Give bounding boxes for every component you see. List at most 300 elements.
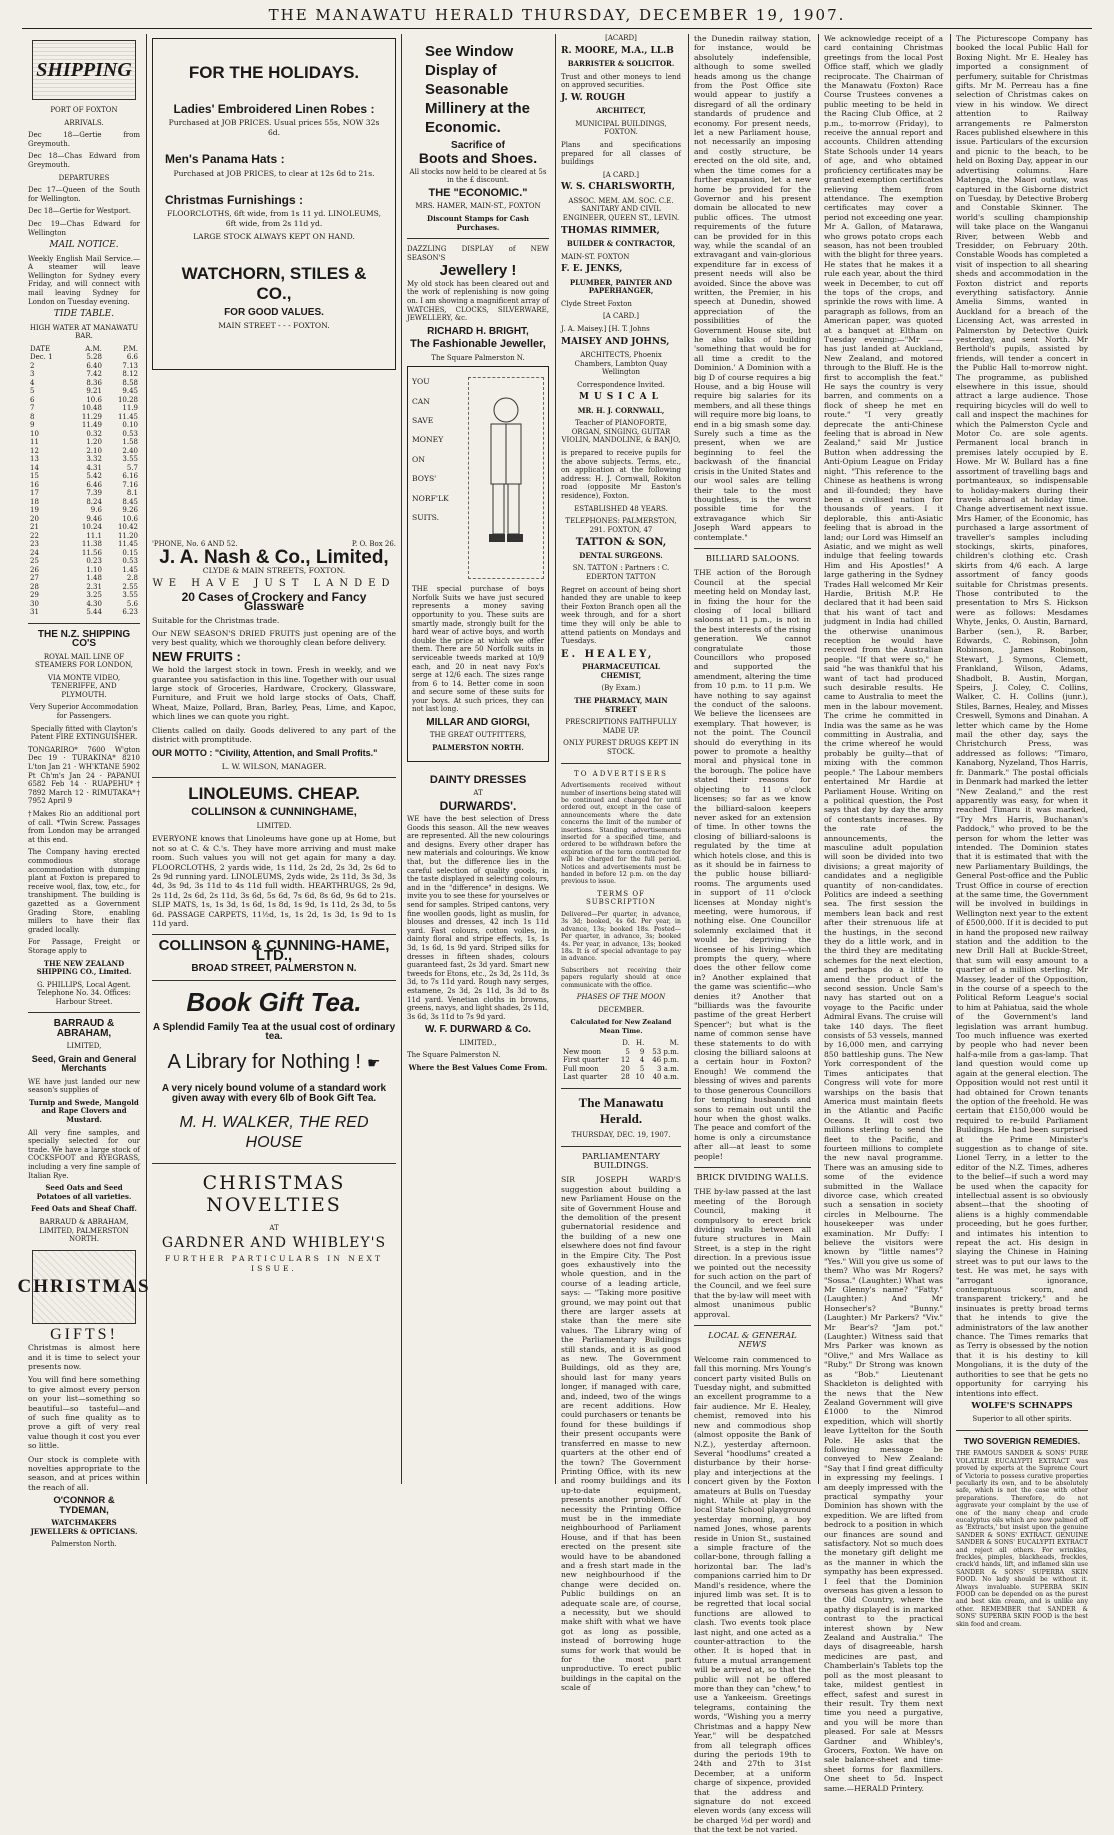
tide-cell: 0.10: [122, 421, 138, 430]
hats-text: Purchased at JOB PRICES, to clear at 12s 6d to 21s.: [173, 168, 375, 178]
discount-stamps: Discount Stamps for Cash Purchases.: [427, 214, 529, 232]
you-can-list: [412, 371, 464, 585]
tide-cell: 6.6: [126, 353, 138, 362]
shipping-logo: SHIPPING: [32, 40, 136, 100]
tide-cell: 17: [30, 489, 39, 498]
divider: [561, 1146, 681, 1147]
tide-cell: 10: [30, 429, 39, 438]
furnish-text: FLOORCLOTHS, 6ft wide, from 1s 11 yd. LINOLEUMS, 6ft wide, from 2s 11d yd.: [166, 209, 382, 228]
subscription-text: Delivered—Per quarter, in advance, 3s 3d; booked, 4s 6d. Per year, in advance, 13s; booked 18s. Posted—Per quarter, in advance, 3s; booked 4s. Per year, in advance, 13s; booked 18s. It is of special advantage to pay in advance.: [561, 910, 681, 963]
tide-cell: 1.58: [122, 438, 138, 447]
fashionable-jeweller: The Fashionable Jeweller,: [410, 338, 546, 351]
you-can-word: NORF'LK: [412, 493, 449, 503]
tide-cell: 5: [30, 387, 35, 396]
new-fruits-heading: NEW FRUITS :: [152, 648, 241, 664]
moon-header: M.: [669, 1039, 679, 1048]
parliament-title: PARLIAMENTARY BUILDINGS.: [581, 1151, 661, 1171]
tide-cell: 10.6: [122, 514, 138, 523]
tide-cell: 1.45: [122, 565, 138, 574]
tide-table: [28, 345, 140, 617]
durwards-heading: DURWARDS'.: [439, 798, 517, 813]
departure-item: Dec 19—Chas Edward for Wellington: [28, 219, 140, 237]
tide-cell: Dec. 1: [30, 353, 53, 362]
tide-cell: 9.6: [90, 506, 102, 515]
barraud-title: BARRAUD & ABRAHAM,: [53, 1018, 115, 1039]
tide-cell: 12: [30, 446, 39, 455]
tide-cell: 7.42: [86, 370, 102, 379]
nz-shipping-notes: †Makes Rio an additional port of call. *Twin Screw. Passages from London may be arranged at this end.: [28, 810, 140, 844]
billiard-text: THE action of the Borough Council at the special meeting held on Monday last, in fixing the hour for the closing of local billiard saloons at 11 p.m., is not in the best interests of the rising generation. We cannot congratulate those Councillors who proposed and supported the amendment, altering the time from 10 p.m. to 11 p.m. We have nothing to say against the conduct of the saloons. We believe the licensees are exemplary. That however, is not the point. The Council should do everything in its power to promote a healthy moral and physical tone in the borough. The police have stated their reasons for objecting to 11 o'clock licenses; so far as we know the billiard-saloon keepers never asked for an extension of time. In other towns the closing of billiard-saloons is regulated by the time at which hotels close, and this is as it should be in fairness to the public house billiard-rooms. The arguments used in support of 11 o'clock licenses at Monday night's meeting, were humorous, if nothing else. One Councillor solemnly exclaimed that it would be depriving the licensee of his living—which prompts the query, where does the other fellow come in? Another explained that the game was scientific—who denies it? Another that "billiards was the favourite pastime of the great Herbert Spencer"; but what is the name of common sense have these statements to do with closing the billiard saloons at a certain hour in Foxton? Enough! We commend the blessing of wives and parents to those generous Councillors for tempting husbands and sons to remain out until the hour when the ghost walks. The peace and comfort of the home is only a circumstance after all—at least to some people!: [694, 568, 811, 1161]
billiard-title: BILLIARD SALOONS.: [705, 553, 800, 564]
tide-cell: 7.13: [122, 361, 138, 370]
dazzling-display: DAZZLING DISPLAY of NEW SEASON'S: [407, 245, 549, 262]
tatton-name: TATTON & SON,: [575, 537, 667, 549]
barraud-items: Turnip and Swede, Mangold and Rape Clovers and Mustard.: [29, 1097, 139, 1125]
tide-cell: 6.16: [122, 472, 138, 481]
tide-cell: 21: [30, 523, 39, 532]
parliament-text: SIR JOSEPH WARD'S suggestion about building a new Parliament House on the site of Government House and the demolition of the present gubernatorial residence and the building of a new one elsewhere does not find favour in the Empire City. The Post goes exhaustively into the whole question, and in the course of a leading article, says: — "Taking more positive ground, we may point out that there are larger assets at stake than the mere site values. The Library wing of the Parliamentary Buildings still stands, and it is as good as new. The Government Buildings, old as they are, should last for many years longer, if managed with care, and, indeed, two of the wings are recent additions. How could purchasers or tenants be found for these buildings if their present occupants were transferred en masse to new quarters at the other end of the town? The Government Printing Office, with its new and roomy buildings and its up-to-date equipment, presents another problem. Of necessity the Printing Office must be in the immediate neighbourhood of Parliament House, and if that has been erected on the present site would have to be abandoned and a fresh start made in the new neighbourhood if the change were decided on. Public buildings on an adequate scale are, of course, a necessity, but we should make shift with what we have got as long as possible, instead of borrowing huge sums for work that would be for the most part unproductive. To erect public buildings in the capital on the scale of: [561, 1175, 681, 1693]
dainty-at: AT: [473, 789, 483, 798]
healey-address: THE PHARMACY, MAIN STREET: [574, 695, 668, 714]
tide-cell: 18: [30, 497, 39, 506]
tide-row: [28, 583, 140, 592]
rimmer-subtitle: BUILDER & CONTRACTOR,: [566, 238, 676, 248]
tide-row: [28, 574, 140, 583]
you-can-word: ON: [412, 454, 425, 464]
tide-cell: 4.30: [86, 599, 102, 608]
subscribers-note: Subscribers not receiving their papers regularly should at once communicate with the office.: [561, 966, 681, 989]
tide-cell: 11.1: [86, 531, 102, 540]
tide-cell: 11.9: [122, 404, 138, 413]
tide-subtitle: HIGH WATER AT MANAWATU BAR.: [29, 323, 139, 341]
you-can-word: MONEY: [412, 435, 444, 445]
mail-notice-text: Weekly English Mail Service.—A steamer will leave Wellington for Sydney every Friday, and will connect with mail leaving Sydney for London on Tuesday evening.: [28, 254, 140, 306]
tide-row: [28, 464, 140, 473]
tide-cell: 7.16: [122, 480, 138, 489]
oconnor-title: O'CONNOR & TYDEMAN,: [53, 1495, 115, 1516]
divider: [956, 1430, 1088, 1431]
tide-row: [28, 506, 140, 515]
barraud-text: All very fine samples, and specially selected for our trade. We have a large stock of COCKSFOOT and RYEGRASS, including a very fine sample of Italian Rye.: [28, 1128, 140, 1180]
advertisers-text: Advertisements received without number of insertions being stated will be continued and charged for until ordered out, except in the case of announcements where the date concerns the limit of the number of insertions. Standing advertisements inserted for a specified time, and ordered to be withdrawn before the expiration of the term contracted for will be charged for the full period. Notices and advertisements must be handed in before 12 p.m. on the day previous to issue.: [561, 782, 681, 886]
tide-cell: 0.53: [122, 429, 138, 438]
tide-row: [28, 396, 140, 405]
tide-cell: 8: [30, 412, 35, 421]
barraud-seed: Seed Oats and Seed Potatoes of all varieties.: [36, 1183, 132, 1201]
divider: [694, 1325, 811, 1326]
maisey-text: Correspondence Invited.: [577, 380, 665, 389]
millar-giorgi: MILLAR AND GIORGI,: [426, 717, 530, 729]
economic-title: THE "ECONOMIC.": [428, 187, 528, 199]
tide-cell: 5.7: [126, 463, 138, 472]
barraud-subtitle: Seed, Grain and General Merchants: [31, 1053, 137, 1074]
departures-label: DEPARTURES: [58, 173, 110, 182]
holidays-heading: FOR THE HOLIDAYS.: [188, 63, 360, 82]
tide-cell: 0.53: [122, 557, 138, 566]
new-fruits-text: We hold the largest stock in town. Fresh in weekly, and we guarantee you satisfaction in this line. Together with our usual large stock of Groceries, Hardware, Crockery, Glassware, Furniture, and Fruit we hold large stocks of Oats, Chaff, Wheat, Maize, Pollard, Bran, Barley, Peas, Lime, and Kapoc, which lines we can quote you right.: [152, 665, 396, 722]
tide-row: [28, 353, 140, 362]
moon-cell: 4: [639, 1056, 645, 1065]
nz-shipping-text: The Company having erected commodious storage accommodation with dumping plant at Foxton is prepared to receive wool, flax, tow, etc., for transhipment. The building is gazetted as a Government Grading Store, enabling millers to have their flax graded locally.: [28, 848, 140, 934]
tide-title: TIDE TABLE.: [53, 309, 115, 320]
purest-drugs: ONLY PUREST DRUGS KEPT IN STOCK.: [563, 739, 679, 756]
tide-cell: 11.29: [81, 412, 102, 421]
divider: [694, 548, 811, 549]
arrival-item: Dec 18—Chas Edward from Greymouth.: [28, 152, 140, 169]
barraud-sign: BARRAUD & ABRAHAM, LIMITED, PALMERSTON NORTH.: [39, 1218, 129, 1244]
tide-row: [28, 455, 140, 464]
boots-heading: Boots and Shoes.: [418, 150, 538, 167]
moon-cell: 9: [639, 1047, 645, 1056]
maisey-subtitle: ARCHITECTS, Phoenix Chambers, Lambton Quay Wellington: [574, 350, 668, 377]
tide-cell: 9.45: [122, 387, 138, 396]
moon-cell: 28: [620, 1073, 630, 1082]
tide-row: [28, 515, 140, 524]
tide-cell: 2: [30, 361, 35, 370]
tide-cell: 10.24: [81, 523, 102, 532]
tide-cell: 24: [30, 548, 39, 557]
nash-title: J. A. Nash & Co., Limited,: [159, 546, 389, 568]
tide-row: [28, 413, 140, 422]
great-outfitters: THE GREAT OUTFITTERS,: [429, 731, 527, 740]
tatton-established: ESTABLISHED 48 YEARS.: [574, 504, 668, 513]
bright-name: RICHARD H. BRIGHT,: [427, 325, 529, 337]
remedies-text: THE FAMOUS SANDER & SONS' PURE VOLATILE EUCALYPTI EXTRACT was proved by experts at the Supreme Court of Victoria to possess curative properties peculiarly its own, and to be absolutely safe, which is not the case with other preparations. Therefore, do not aggravate your complaint by the use of one of the many cheap and crude eucalyptus oils which are now palmed off as 'Extracts,' but insist upon the genuine SANDER & SONS' EXTRACT. GENUINE SANDER & SONS' EUCALYPTI EXTRACT and reject all others. For wrinkles, freckles, pimples, blackheads, freckles, crack'd hands, lift, and inflamed skin use SANDER & SONS' SUPERBA SKIN FOOD. No lady should be without it. Always invaluable. SUPERBA SKIN FOOD can be depended on as the purest and best skin cream, and is unlike any other. REMEMBER that SANDER & SONS' SUPERBA SKIN FOOD is the best skin food and cream.: [956, 1450, 1088, 1628]
tide-row: [28, 540, 140, 549]
rimmer-name: THOMAS RIMMER,: [561, 225, 660, 236]
tide-row: [28, 608, 140, 617]
nash-pobox: P. O. Box 26.: [351, 540, 396, 548]
tide-row: [28, 489, 140, 498]
tide-row: [28, 430, 140, 439]
arrivals-label: ARRIVALS.: [64, 118, 104, 127]
lino-heading: LINOLEUMS. CHEAP.: [188, 784, 360, 804]
tide-cell: 3.25: [86, 591, 102, 600]
moon-cell: New moon: [563, 1047, 602, 1056]
gifts-heading: GIFTS!: [50, 1325, 118, 1343]
library-heading: A Library for Nothing !: [167, 1051, 361, 1074]
tide-cell: 3.55: [122, 591, 138, 600]
column-cards-editorial: [557, 34, 685, 1693]
durward-limited: LIMITED.,: [459, 1038, 497, 1047]
barraud-limited: LIMITED,: [66, 1042, 102, 1051]
gifts-text: Our stock is complete with novelties appropriate to the season, and at prices within the reach of all.: [28, 1454, 140, 1492]
tide-cell: 8.1: [126, 489, 138, 498]
collinson-title: COLLINSON & CUNNINGHAME,: [191, 806, 357, 819]
nash-crockery: 20 Cases of Crockery and Fancy Glassware: [181, 589, 367, 614]
tide-row: [28, 591, 140, 600]
sacrifice-text: Sacrifice of: [451, 140, 505, 151]
tide-cell: 9.26: [122, 506, 138, 515]
rough-architect: ARCHITECT,: [596, 106, 646, 116]
oconnor-place: Palmerston North.: [51, 1540, 117, 1549]
moon-cell: 12: [620, 1056, 630, 1065]
column-shipping: [17, 34, 151, 1549]
tide-cell: 2.40: [122, 446, 138, 455]
tide-cell: 29: [30, 591, 39, 600]
tide-cell: 10.6: [86, 395, 102, 404]
tide-row: [28, 557, 140, 566]
rimmer-address: MAIN-ST. FOXTON: [561, 252, 630, 261]
tide-cell: 30: [30, 599, 39, 608]
good-values: FOR GOOD VALUES.: [224, 306, 324, 318]
suits-text: THE special purchase of boys Norfolk Suits we have just secured represents a money saving opportunity to you. These suits are smartly made, strongly built for the hard wear of active boys, and worth double the price at which we offer them. There are 50 Norfolk suits in serviceable tweeds marked at 10/9 each, and 20 in neat navy Fox's serge at 12/6 each. The sizes range from 6 to 14. Better come in soon and secure some of these suits for your boys. At such prices, they can not last long.: [412, 585, 544, 714]
boy-illustration: [468, 377, 544, 579]
tide-cell: 9.46: [86, 514, 102, 523]
collinson-limited: LIMITED.: [256, 821, 292, 830]
tide-row: [28, 523, 140, 532]
tide-cell: 5.6: [126, 599, 138, 608]
you-can-word: SUITS.: [412, 513, 440, 522]
tide-cell: 2.10: [86, 446, 102, 455]
gardner-whibley: GARDNER AND WHIBLEY'S: [161, 1234, 387, 1251]
jenks-name: F. E. JENKS,: [561, 264, 623, 275]
nash-phone: 'PHONE, No. 6 AND 52.: [152, 540, 238, 548]
card-label: [ACARD]: [605, 34, 637, 42]
tide-row: [28, 532, 140, 541]
moon-cell: 5: [639, 1064, 645, 1073]
maisey-names: J. A. Maisey.] [H. T. Johns: [561, 324, 650, 333]
durward-co: W. F. DURWARD & Co.: [425, 1024, 531, 1036]
economic-hamer: MRS. HAMER, MAIN-ST., FOXTON: [415, 202, 541, 211]
brick-title: BRICK DIVIDING WALLS.: [696, 1172, 809, 1183]
tide-cell: 26: [30, 565, 39, 574]
tide-row: [28, 438, 140, 447]
rough-name: J. W. ROUGH: [561, 92, 626, 103]
tide-cell: 9: [30, 421, 35, 430]
masthead-rule: [22, 28, 1092, 29]
broad-street: BROAD STREET, PALMERSTON N.: [191, 963, 357, 975]
wolfe-heading: WOLFE'S SCHNAPPS: [971, 1400, 1073, 1411]
charlsworth-name: W. S. CHARLSWORTH,: [561, 182, 675, 193]
tide-row: [28, 404, 140, 413]
jewellery-text: My old stock has been cleared out and the work of replenishing is now going on. I am showing a magnificent array of WATCHES, CLOCKS, SILVERWARE, JEWELLERY, &c.: [407, 279, 549, 323]
christmas-art: CHRISTMAS: [32, 1250, 136, 1324]
wolfe-subtitle: Superior to all other spirits.: [972, 1415, 1072, 1424]
tide-row: [28, 447, 140, 456]
you-can-word: CAN: [412, 396, 430, 406]
nz-shipping-text: For Passage, Freight or Storage apply to: [28, 938, 140, 955]
parliament-continued: the Dunedin railway station, for instance, would be absolutely indefensible, although to some swelled heads among us the change from the Post Office site would appear to justify a disregard of all the ordinary standards of prudence and economy. For present needs, let a new Parliament house, not necessarily an imposing and costly structure, be erected on the old site, and, when the time comes for a further expansion, let a new home be provided for the Governor and his present domain be allocated to new public offices. The utmost requirements of the future can be provided for in this way, while the scandal of an extravagant and vain-glorious expenditure far in excess of present needs will also be avoided. Since the above was written, the Premier, in his speech at Dunedin, showed appreciation of the possibilities of the Government House site, but he also talks of building 'something that would be for all time a credit to the Dominion.' A Dominion with a big D of course requires a big House, and a big House will require big salaries for its members, and all these things will require more big loans, to end in a big smash some day. Surely such a time as the present, when we are beginning to feel the backwash of the financial crisis in the United States and our wool sales are telling their tale to the most thoughtless, is the worst possible time for the extravagance which Sir Joseph Ward appears to contemplate.": [694, 34, 811, 542]
nz-shipping-text: Specially fitted with Clayton's Patent FIRE EXTINGUISHER.: [30, 724, 138, 742]
tide-cell: 3: [30, 370, 35, 379]
tide-row: [28, 421, 140, 430]
column-news: [820, 34, 947, 1793]
barraud-feed: Feed Oats and Sheaf Chaff.: [31, 1204, 137, 1214]
tide-cell: 10.28: [117, 395, 138, 404]
oconnor-subtitle: WATCHMAKERS JEWELLERS & OPTICIANS.: [30, 1518, 138, 1536]
you-can-word: SAVE: [412, 415, 434, 425]
moon-cell: 10: [635, 1073, 645, 1082]
nz-shipping-ships: TONGARIRO* 7600 W'gton Dec 19 · TURAKINA* 8210 L'ton Jan 21 · WH'KTANE 5902 Pt Ch'm's Jan 24 · PAPANUI 6582 Feb 14 · RUAPEHU*† 7892 March 12 · RIMUTAKA*† 7952 April 9: [28, 745, 140, 806]
tide-cell: 0.15: [122, 548, 138, 557]
tide-cell: 19: [30, 506, 39, 515]
divider: [694, 1167, 811, 1168]
gifts-text: You will find here something to give almost every person on your list—something so beautiful—so tasteful—and of such fine quality as to prove a gift of very real value though it cost you ever so little.: [28, 1375, 140, 1451]
tide-cell: 0.32: [86, 429, 102, 438]
tide-cell: 11.45: [117, 412, 138, 421]
tide-cell: 5.28: [86, 353, 102, 362]
tide-row: [28, 566, 140, 575]
tide-cell: 16: [30, 480, 39, 489]
tide-cell: 28: [30, 582, 39, 591]
watchorn-name: WATCHORN, STILES & CO.,: [181, 263, 367, 303]
moon-month: DECEMBER.: [597, 1005, 645, 1014]
column-rule: [401, 34, 402, 1484]
brick-text: THE by-law passed at the last meeting of the Borough Council, making it compulsory to erect brick dividing walls between all future structures in Main Street, is a step in the right direction. In a previous issue we pointed out the necessity for such action on the part of the Council, and we feel sure that the by-law will meet with almost unanimous public approval.: [694, 1187, 811, 1319]
nz-shipping-agent: THE NEW ZEALAND SHIPPING CO., Limited.: [36, 958, 132, 977]
tide-cell: 11.45: [117, 540, 138, 549]
tide-cell: 11.56: [81, 548, 102, 557]
tide-cell: 1.48: [86, 574, 102, 583]
tide-cell: 15: [30, 472, 39, 481]
local-news-text: Welcome rain commenced to fall this morning. Mrs Young's concert party visited Bulls on Tuesday night, and submitted an excellent programme to a fair audience. Mr E. Healey, chemist, removed into his new and commodious shop (almost opposite the Bank of N.Z.), yesterday afternoon. Several "hoodlums" created a disturbance by their horse-play and interjections at the concert given by the Foxton amateurs at Bulls on Tuesday night. While at play in the local State School playground yesterday morning, a boy named Jones, whose parents reside in Union St., sustained a simple fracture of the collar-bone, through falling a horizontal bar. The lad's companions carried him to Dr Mandl's residence, where the injured limb was set. It is to be regretted that local social functions are allowed to clash. Two events took place last night, and one acted as a counter-attraction to the other. It is hoped that in future a mutual arrangement will be arrived at, so that the public will not be offered more than they can "chew," to use a Yankeeism. Greetings telegrams, containing the words, "Wishing you a merry Christmas and a happy New Year," will be despatched from all telegraph offices during the periods 19th to 24th and 27th to 31st December, at a uniform charge of sixpence, provided that the address and signature do not exceed eleven words (any excess will be charged ½d per word) and that the text be not varied.: [694, 1354, 811, 1835]
tide-cell: 22: [30, 531, 39, 540]
book-gift-tea: Book Gift Tea.: [186, 986, 362, 1017]
gifts-text: Christmas is almost here and it is time to select your presents now.: [28, 1343, 140, 1371]
column-rule: [146, 34, 147, 1484]
moon-header-row: [561, 1039, 681, 1048]
tide-row: [28, 600, 140, 609]
divider: [28, 1012, 140, 1013]
boy-figure-icon: [471, 388, 541, 568]
healey-exam: (By Exam.): [601, 684, 641, 693]
tide-cell: 8.24: [86, 497, 102, 506]
healey-name: E. HEALEY,: [561, 648, 655, 660]
moon-row: [561, 1056, 681, 1065]
norfolk-suits-ad: [407, 366, 549, 762]
tide-cell: 11.38: [81, 540, 102, 549]
divider: [152, 934, 396, 935]
pointing-hand-icon: ☛: [366, 1053, 381, 1072]
lino-text: EVERYONE knows that Linoleums have gone up at Home, but not so at C. & C.'s. They have more arriving and must make room. Such values you will not get again for many a day. FLOORCLOTHS, 2 yards wide, 1s 11d, 2s 2d, 2s 3d, 2s 6d to 2s 9d running yard. LINOLEUMS, 2yds wide, 2s 11d, 3s 3d, 3s 4d, 3s 9d, 3s 11d to 4s 11d full width. HEARTHRUGS, 2s 9d, 2s 11d, 2s 6d, 2s 11d, 3s 6d, 5s 6d, 7s 6d, 8s 6d, 9s 6d to 21s. SLIP MATS, 1s, 1s 3d, 1s 6d, 1s 8d, 1s 9d, 1s 11d, 2s 3d, to 5s 6d. PASSAGE CARPETS, 11½d, 1s, 1s 2d, 1s 3d, 1s 9d to 1s 11d yard.: [152, 834, 396, 928]
healey-subtitle: PHARMACEUTICAL CHEMIST,: [582, 662, 660, 680]
where-best-values: Where the Best Values Come From.: [408, 1062, 548, 1072]
column-news-right: [952, 34, 1092, 1628]
tide-cell: 9.21: [86, 387, 102, 396]
column-rule: [950, 34, 951, 1484]
moon-cell: 3 a.m.: [657, 1064, 679, 1073]
maisey-name: MAISEY AND JOHNS,: [561, 336, 670, 347]
arrival-item: Dec 18—Gertie from Greymouth.: [28, 131, 140, 148]
tide-cell: 1.20: [86, 438, 102, 447]
divider: [28, 623, 140, 624]
subscription-heading: TERMS OF SUBSCRIPTION: [585, 889, 657, 907]
library-row: [152, 1051, 396, 1074]
durwards-text: WE have the best selection of Dress Goods this season. All the new weaves are represented. All the new colourings and designs. Every other draper has new materials and colourings. We know that, but the difference lies in the careful selection of quality goods, in the taste displayed in selecting colours, and in the "difference" in designs. We invite you to see these for yourselves or send for samples. Striped cantons, very fine woollen goods, light as muslin, for blouses and dresses, 42 inch 1s 11d yard. Fast colours, cotton voiles, in dainty floral and stripe effects, 1s, 1s 3d, 1s 6d, 1s 9d yard. Striped silks for dresses in fifteen shades, colours guaranteed fast, 2s 3d yard. Smart new tweeds for Etons, etc., 2s 3d, 2s 11d, 3s 3d, to 7s 11d yard. Rough navy serges, estamene, 2s 3d, 2s 11d, 3s 3d to 8s 11d yard. Venetian cloths in browns, greens, navys, and light shades, 2s 11d, 3s 6d, 3s 11d to 7s 9d yard.: [407, 815, 550, 1021]
bright-address: The Square Palmerston N.: [431, 353, 525, 362]
tide-cell: 8.45: [122, 497, 138, 506]
tide-cell: 6.40: [86, 361, 102, 370]
column-editorial: [690, 34, 815, 1835]
tide-cell: 25: [30, 557, 39, 566]
tide-cell: 0.23: [86, 557, 102, 566]
moon-header: D.: [622, 1039, 630, 1048]
rough-text: Plans and specifications prepared for all classes of buildings: [561, 140, 681, 167]
nash-address: CLYDE & MAIN STREETS, FOXTON.: [202, 566, 346, 575]
column-ads-middle: [403, 34, 553, 1484]
news-text: We acknowledge receipt of a card containing Christmas greetings from the local Post Office staff, which we gladly reciprocate. The Chairman of the Manawatu (Foxton) Race Course Trustees convenes a public meeting to be held in the Racing Club Office, at 2 p.m., to-morrow (Friday), to receive the annual report and accounts. Children attending State Schools under 14 years of age, and who obtained proficiency certificates may be granted exemption certificates relieving them from attendance. The exemption certificates may cover a period not exceeding one year. Mr A. Gallon, of Matarawa, who grows potato crops each season, has not been troubled with the blight for three years. He states that he makes it a rule each year, about the third week in December, to cut off the tops of the crops, and sprinkle the rows with lime. A paragraph as follows, from an American paper, was quoted at a banquet at Eltham on Tuesday evening:—"Mr —— has just landed at Auckland, New Zealand, and motored through to the Bluff. He is the first to accomplish the feat." He says the country is very barren, and comments on a flock of sheep he met en route." "I very greatly deprecate the anti-Chinese feeling that is abroad in New Zealand," said Mr Justice Button when addressing the Anti-Opium League on Friday night. "This reference to the Chinese as heathens is wrong and ill-founded; they have been a civilised nation for thousands of years. I it deplorable, this anti-Asiatic feeling that is abroad in the land; our Lord was Himself an Asiatic, and we might as well indulge that feeling towards Him and His Apostles!" A large gathering in the Sydney Trades Hall welcomed Mr Keir Hardie, British M.P. He declared that it had been said that his want of tact and judgment in India had chilled the otherwise unanimous reception he would have received from the Australian people. "If that were so," he said "he was thankful that his want of tact had produced such desirable results. He came to Australia to meet the men in the labour movement. The crime he committed in India was the same as he was committing in Australia, and the crime whereof he would probably be guilty—that of mixing with the common people." The Labour members entertained Mr Hardie at Parliament House. Writing on a political question, the Post says that day by day the army of contestants increases. By the rate of the announcements, the masculine adult population will soon be divided into two divisions; a great majority of candidates and a negligible quantity of non-candidates. Politics are indeed a seething sea. The first session the members lean back and rest after their strenuous life at the hustings, in the second they do a little work, and in the third they are meditating schemes for the next election, and perhaps do a little to amend the product of the second session. Uncle Sam's navy has started out on a voyage to the Pacific under Admiral Evans. The cruise will take 140 days. The fleet consists of 53 vessels, manned by 16,000 men, and carrying 850 battleship guns. The New York correspondent of the Times anticipates that Congress will vote for more warships on the basis that America must maintain fleets in the Atlantic and Pacific Oceans. It will cost two millions sterling to send the fleet to the Pacific, and fourteen millions to complete the new naval programme. There was an amusing side to some of the evidence submitted in the Wallace divorce case, which created such a sensation in society circles in Melbourne. The housekeeper was under examination. Mr Duffy: I believe the visitors were known by "little names"? "Yes." Will you give us some of them? Who was Mr Rogers? "Sossa." (Laughter.) What was Mr Glenny's name? "Fatty." (Laughter.) And Mr Honsecher's? "Bunny." (Laughter.) Mr Parkers? "Viv." Mr Bear's? "Jam pot." (Laughter.) Witness said that Mrs Parker was known as "Olive," and Mrs Wallace as "Ruby." Dr Strong was known as "Bob." Lieutenant Shackleton is delighted with the news that the New Zealand Government will give £1000 to the Nimrod expedition, which will shortly leave Lyttelton for the South Pole. He asks that the following message be conveyed to New Zealand: "Say that I find great difficulty in expressing my feelings. I am deeply impressed with the practical sympathy your Dominion has shown with the expedition. We are lifted from bedrock to a position in which our finances are sound and satisfactory. Not so much does the monetary gift delight me as the manner in which the sympathy has been expressed. I feel that the Dominion overseas has given a lesson to the Old Country, where the apathy displayed is in marked contrast to the practical interest shown by New Zealand and Australia." The days of disagreeable, harsh medicines are past, and Chamberlain's Tablets top the poll as the most pleasant to take, mildest gentlest in effect, safest and surest in their result. Try them next time you need a purgative, and you will be more than pleased. For sale at Messrs Gardner and Whibley's, Grocers, Foxton. We have on sale balance-sheet and time-sheet forms for flaxmillers. One sheet to 5d. Inspect same.—HERALD Printery.: [824, 34, 943, 1793]
linen-text: Purchased at JOB PRICES. Usual prices 55s, NOW 32s 6d.: [168, 118, 380, 137]
paper-date: THURSDAY, DEC. 19, 1907.: [571, 1130, 671, 1139]
moon-cell: Full moon: [563, 1064, 599, 1073]
nz-shipping-via: VIA MONTE VIDEO, TENERIFFE, AND PLYMOUTH.: [47, 673, 121, 699]
divider: [152, 777, 396, 778]
millar-place: PALMERSTON NORTH.: [432, 743, 524, 753]
nz-shipping-subtitle: ROYAL MAIL LINE OF STEAMERS FOR LONDON,: [34, 652, 134, 670]
tide-cell: 10.42: [117, 523, 138, 532]
moon-cell: 5: [625, 1047, 630, 1056]
moore-name: R. MOORE, M.A., LL.B: [561, 45, 674, 56]
moon-heading: PHASES OF THE MOON: [576, 993, 666, 1002]
moon-cell: Last quarter: [563, 1073, 608, 1082]
tide-cell: 3.55: [122, 455, 138, 464]
barraud-text: WE have just landed our new season's supplies of: [28, 1077, 140, 1095]
boots-text: All stocks now held to be cleared at 5s in the £ discount.: [409, 167, 547, 185]
tide-row: [28, 472, 140, 481]
cornwall-text: is prepared to receive pupils for the above subjects. Terms, etc., on application at the following address: H. J. Cornwall, Rokiton road (opposite Mr Easton's residence), Foxton.: [561, 449, 681, 501]
durward-place: The Square Palmerston N.: [407, 1051, 501, 1060]
moon-header: [561, 1039, 617, 1048]
nz-shipping-text: Very Superior Accommodation for Passengers.: [29, 703, 139, 721]
advertisers-heading: TO ADVERTISERS: [574, 769, 668, 778]
column-rule: [818, 34, 819, 1484]
column-rule: [688, 34, 689, 1484]
tide-cell: 2.8: [126, 574, 138, 583]
jewellery-heading: Jewellery !: [439, 262, 517, 280]
moon-cell: 46 p.m.: [652, 1056, 679, 1065]
tide-cell: 2.55: [122, 582, 138, 591]
bound-volume: A very nicely bound volume of a standard work given away with every 6lb of Book Gift Tea.: [161, 1083, 387, 1104]
local-news-title: LOCAL & GENERAL NEWS: [708, 1331, 797, 1351]
tide-header: A.M.: [85, 344, 102, 353]
card-label: [A CARD.]: [602, 170, 639, 179]
tide-cell: 13: [30, 455, 39, 464]
cornwall-subtitle: Teacher of PIANOFORTE, ORGAN, SINGING, GUITAR VIOLIN, MANDOLINE, & BANJO,: [561, 419, 681, 445]
further-particulars: FURTHER PARTICULARS IN NEXT ISSUE.: [165, 1254, 383, 1273]
furnish-heading: Christmas Furnishings :: [165, 193, 304, 208]
tide-row: [28, 498, 140, 507]
moore-subtitle: BARRISTER & SOLICITOR.: [567, 59, 675, 68]
tide-cell: 3.32: [86, 455, 102, 464]
tatton-subtitle: DENTAL SURGEONS.: [579, 550, 663, 560]
rough-address: MUNICIPAL BUILDINGS, FOXTON.: [575, 119, 667, 137]
nz-shipping-title: THE N.Z. SHIPPING CO'S: [37, 628, 131, 650]
prescriptions-text: PRESCRIPTIONS FAITHFULLY MADE UP.: [565, 718, 677, 735]
moon-cell: First quarter: [563, 1056, 609, 1065]
nash-motto: OUR MOTTO : "Civility, Attention, and Small Profits.": [152, 747, 378, 758]
divider: [152, 980, 396, 981]
port-heading: PORT OF FOXTON: [50, 106, 118, 114]
tide-cell: 1.10: [86, 565, 102, 574]
tide-header-row: [28, 345, 140, 354]
tide-row: [28, 362, 140, 371]
moon-row: [561, 1073, 681, 1082]
you-can-word: YOU: [412, 377, 430, 387]
moon-cell: 20: [620, 1064, 630, 1073]
tide-header: P.M.: [123, 344, 138, 353]
you-can-word: BOYS': [412, 474, 437, 484]
musical-heading: MUSICAL: [579, 392, 663, 403]
column-ads-left: [148, 34, 400, 1484]
main-street: MAIN STREET - - - FOXTON.: [218, 321, 330, 331]
tide-cell: 6.23: [122, 608, 138, 617]
hats-heading: Men's Panama Hats :: [165, 152, 285, 167]
tide-row: [28, 387, 140, 396]
departure-item: Dec 17—Queen of the South for Wellington.: [28, 186, 140, 203]
nash-clients: Clients called on daily. Goods delivered to any part of the district with promptitude.: [152, 725, 396, 745]
novelties-at: AT: [269, 1224, 279, 1233]
